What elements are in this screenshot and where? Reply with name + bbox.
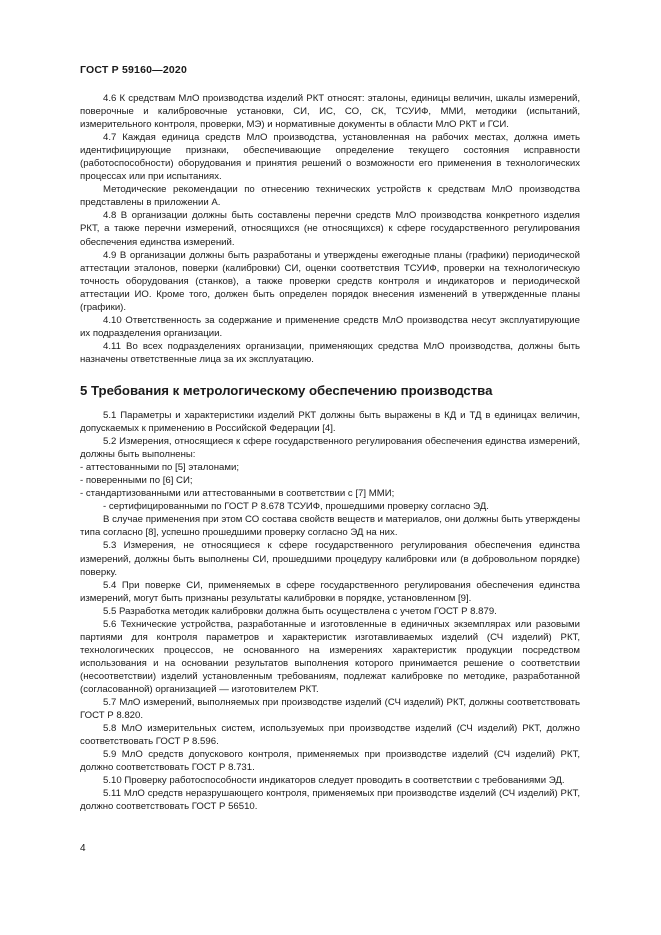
paragraph-method-recommendations: Методические рекомендации по отнесению технических устройств к средствам МлО производства представлены в приложении А.	[80, 184, 580, 209]
paragraph-4-6: 4.6 К средствам МлО производства изделий РКТ относят: эталоны, единицы величин, шкалы измерений, поверочные и калибровочные установки, СИ, ИС, СО, СК, ТСУИФ, ММИ, методики (испытаний, измерительного контроля, проверки, МЭ) и нормативные документы в области МлО РКТ и ГСИ.	[80, 93, 580, 131]
paragraph-5-3: 5.3 Измерения, не относящиеся к сфере государственного регулирования обеспечения единства измерений, должны быть выполнены СИ, прошедшими процедуру калибровки или (в добровольном порядке) поверку.	[80, 540, 580, 578]
paragraph-5-9: 5.9 МлО средств допускового контроля, применяемых при производстве изделий (СЧ изделий) РКТ, должно соответствовать ГОСТ Р 8.731.	[80, 749, 580, 774]
list-item: - аттестованными по [5] эталонами;	[80, 462, 239, 474]
list-item: - стандартизованными или аттестованными в соответствии с [7] ММИ;	[80, 488, 395, 500]
paragraph-4-8: 4.8 В организации должны быть составлены перечни средств МлО производства конкретного изделия РКТ, а также перечни измерений, относящихся (не относящихся) к сфере государственного регулирования обеспечения единства измерений.	[80, 210, 580, 248]
paragraph-reference-materials: В случае применения при этом СО состава свойств веществ и материалов, они должны быть утверждены типа согласно [8], успешно прошедшими проверку согласно ЭД на них.	[80, 514, 580, 539]
paragraph-4-10: 4.10 Ответственность за содержание и применение средств МлО производства несут эксплуатирующие их подразделения организации.	[80, 314, 580, 339]
paragraph-4-9: 4.9 В организации должны быть разработаны и утверждены ежегодные планы (графики) периодической аттестации эталонов, поверки (калибровки) СИ, оценки соответствия ТСУИФ, проверки на технологическую точность оборудования (станков), а также проверки средств контроля и индикаторов и периодической аттестации ИО. Кроме того, должен быть определен порядок внесения изменений в утвержденные планы (графики).	[80, 249, 580, 313]
paragraph-5-7: 5.7 МлО измерений, выполняемых при производстве изделий (СЧ изделий) РКТ, должны соответствовать ГОСТ Р 8.820.	[80, 697, 580, 722]
paragraph-5-1: 5.1 Параметры и характеристики изделий РКТ должны быть выражены в КД и ТД в единицах величин, допускаемых к применению в Российской Федерации [4].	[80, 409, 580, 435]
section-5-heading: 5 Требования к метрологическому обеспечению производства	[80, 382, 493, 398]
paragraph-5-5: 5.5 Разработка методик калибровки должна быть осуществлена с учетом ГОСТ Р 8.879.	[103, 605, 497, 617]
list-item: - поверенными по [6] СИ;	[80, 475, 193, 487]
paragraph-5-4: 5.4 При поверке СИ, применяемых в сфере государственного регулирования обеспечения единства измерений, могут быть признаны результаты калибровки в порядке, установленном [9].	[80, 579, 580, 604]
page-content	[80, 92, 580, 813]
paragraph-5-2: 5.2 Измерения, относящиеся к сфере государственного регулирования обеспечения единства измерений, должны быть выполнены:	[80, 436, 580, 461]
paragraph-4-7: 4.7 Каждая единица средств МлО производства, установленная на рабочих местах, должна иметь идентифицирующие признаки, обеспечивающие определение текущего состояния исправности (работоспособности) оборудования и принятия решений о возможности его применения в технологических процессах или при испытаниях.	[80, 132, 580, 183]
paragraph-5-10: 5.10 Проверку работоспособности индикаторов следует проводить в соответствии с требованиями ЭД.	[103, 775, 565, 787]
paragraph-5-11: 5.11 МлО средств неразрушающего контроля, применяемых при производстве изделий (СЧ изделий) РКТ, должно соответствовать ГОСТ Р 56510.	[80, 788, 580, 813]
paragraph-4-11: 4.11 Во всех подразделениях организации, применяющих средства МлО производства, должны быть назначены ответственные лица за их эксплуатацию.	[80, 340, 580, 365]
paragraph-5-8: 5.8 МлО измерительных систем, используемых при производстве изделий (СЧ изделий) РКТ, должно соответствовать ГОСТ Р 8.596.	[80, 723, 580, 748]
page-number: 4	[80, 843, 86, 854]
list-item: - сертифицированными по ГОСТ Р 8.678 ТСУИФ, прошедшими проверку согласно ЭД.	[103, 501, 489, 513]
paragraph-5-6: 5.6 Технические устройства, разработанные и изготовленные в единичных экземплярах или разовыми партиями для контроля параметров и характеристик изготавливаемых изделий (СЧ изделий) РКТ, технологических процессов, не основанного на измерениях характеристик продукции посредством использования и на основании результатов выполнения которого принимается решение о соответствии (несоответствии) изделий установленным требованиям, подлежат калибровке по методике, разработанной (согласованной) организацией — изготовителем РКТ.	[80, 618, 580, 695]
standard-header: ГОСТ Р 59160—2020	[80, 64, 188, 76]
